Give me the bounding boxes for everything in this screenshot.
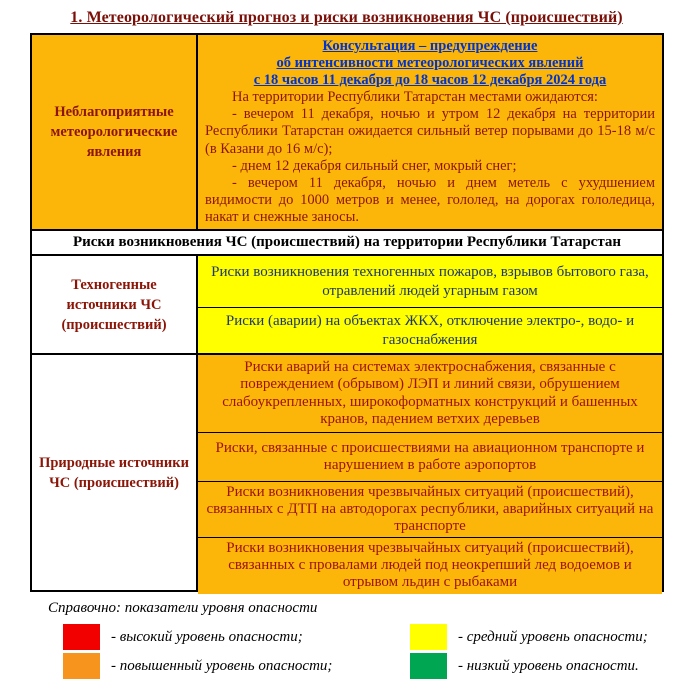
- advisory-title-line-2: об интенсивности метеорологических явлений: [276, 55, 584, 71]
- advisory-paragraph: На территории Республики Татарстан местами ожидаются:: [232, 89, 598, 105]
- legend-item-low: [410, 653, 670, 679]
- legend-caption: Справочно: показатели уровня опасности: [48, 600, 318, 616]
- advisory-cell: [198, 35, 662, 229]
- legend-grid: [63, 624, 670, 679]
- natural-header-label: Природные источники ЧС (происшествий): [39, 454, 189, 491]
- danger-level-legend: [30, 600, 670, 679]
- natural-risk-2: Риски, связанные с происшествиями на авиационном транспорте и нарушением в работе аэропортов: [198, 432, 662, 481]
- legend-label-low: - низкий уровень опасности.: [458, 657, 639, 674]
- natural-risk-4: Риски возникновения чрезвычайных ситуаций (происшествий), связанных с провалами людей под неокрепший лед водоемов и отрывом льдин с рыбаками: [198, 537, 662, 593]
- legend-label-elevated: - повышенный уровень опасности;: [111, 657, 333, 674]
- weather-header-label: Неблагоприятные метеорологические явления: [50, 104, 178, 160]
- forecast-table: [30, 33, 664, 592]
- natural-risks-column: [198, 355, 662, 590]
- advisory-title-line-3: с 18 часов 11 декабря до 18 часов 12 декабря 2024 года: [253, 72, 607, 88]
- high-danger-color-swatch: [63, 624, 100, 650]
- technogenic-risk-2: Риски (аварии) на объектах ЖКХ, отключение электро-, водо- и газоснабжения: [198, 307, 662, 353]
- technogenic-risks-column: [198, 256, 662, 353]
- natural-header-cell: [32, 355, 198, 590]
- low-danger-color-swatch: [410, 653, 447, 679]
- technogenic-header-label: Техногенные источники ЧС (происшествий): [61, 276, 167, 333]
- technogenic-risk-1: Риски возникновения техногенных пожаров, взрывов бытового газа, отравлений людей угарным газом: [198, 256, 662, 307]
- legend-label-high: - высокий уровень опасности;: [111, 628, 303, 645]
- section-header-row: [32, 229, 662, 254]
- natural-risk-1: Риски аварий на системах электроснабжения, связанные с повреждением (обрывом) ЛЭП и линий связи, обрушением слабоукрепленных, широкоформатных конструкций и башенных кранов, падением ветхих деревьев: [198, 355, 662, 432]
- advisory-paragraph: - вечером 11 декабря, ночью и утром 12 декабря на территории Республики Татарстан ожидается сильный ветер порывами до 15-18 м/с (в Казани до 16 м/с);: [205, 106, 655, 157]
- legend-item-high: [63, 624, 410, 650]
- natural-row: [32, 353, 662, 590]
- weather-row: [32, 35, 662, 229]
- legend-item-medium: [410, 624, 670, 650]
- advisory-paragraph: - днем 12 декабря сильный снег, мокрый снег;: [232, 157, 517, 174]
- technogenic-row: [32, 254, 662, 353]
- medium-danger-color-swatch: [410, 624, 447, 650]
- elevated-danger-color-swatch: [63, 653, 100, 679]
- legend-item-elevated: [63, 653, 410, 679]
- natural-risk-3: Риски возникновения чрезвычайных ситуаций (происшествий), связанных с ДТП на автодорогах республики, аварийных ситуаций на транспорте: [198, 481, 662, 537]
- technogenic-header-cell: [32, 256, 198, 353]
- page-title: 1. Метеорологический прогноз и риски возникновения ЧС (происшествий): [70, 9, 623, 26]
- advisory-title-line-1: Консультация – предупреждение: [322, 38, 538, 54]
- section-header-label: Риски возникновения ЧС (происшествий) на территории Республики Татарстан: [72, 234, 622, 250]
- legend-label-medium: - средний уровень опасности;: [458, 628, 648, 645]
- weather-header-cell: [32, 35, 198, 229]
- advisory-body: [205, 89, 655, 227]
- advisory-paragraph: - вечером 11 декабря, ночью и днем метель с ухудшением видимости до 1000 метров и менее, гололед, на дорогах гололедица, накат и снежные заносы.: [205, 175, 655, 226]
